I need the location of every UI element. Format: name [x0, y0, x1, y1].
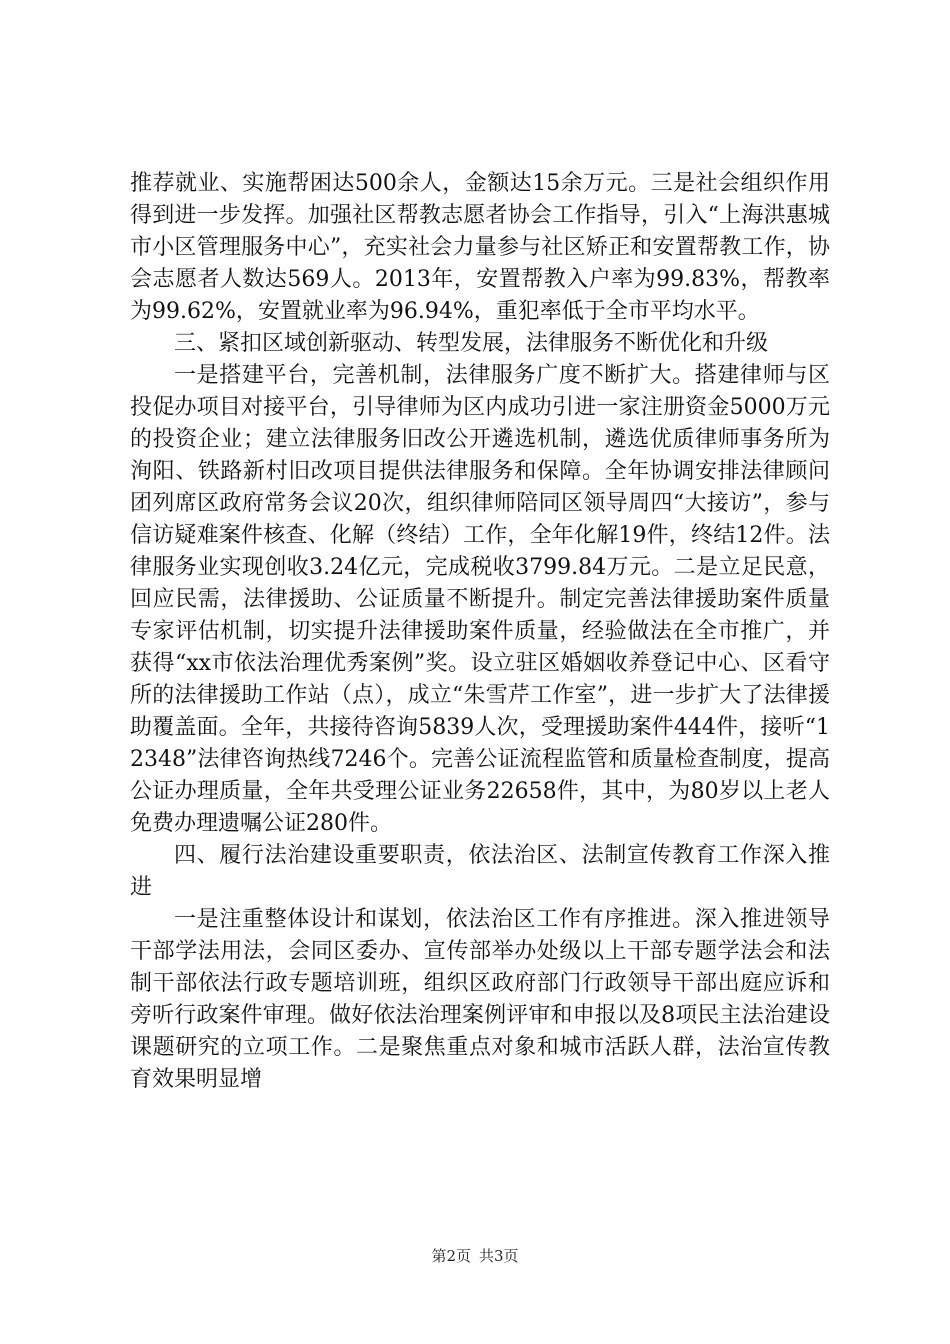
section-heading-4: 四、履行法治建设重要职责，依法治区、法制宣传教育工作深入推进 — [130, 843, 830, 900]
page-total: 共3页 — [479, 1247, 519, 1265]
paragraph-1: 推荐就业、实施帮困达500余人，金额达15余万元。三是社会组织作用得到进一步发挥。加强社区帮教志愿者协会工作指导，引入“上海洪惠城市小区管理服务中心”，充实社会力量参与社区矫正和安置帮教工作，协会志愿者人数达569人。2013年，安置帮教入户率为99.83%，帮教率为99.62%，安置就业率为96.94%，重犯率低于全市平均水平。 — [130, 171, 830, 324]
paragraph-2: 一是搭建平台，完善机制，法律服务广度不断扩大。搭建律师与区投促办项目对接平台，引导律师为区内成功引进一家注册资金5000万元的投资企业；建立法律服务旧改公开遴选机制，遴选优质律师事务所为洵阳、铁路新村旧改项目提供法律服务和保障。全年协调安排法律顾问团列席区政府常务会议20次，组织律师陪同区领导周四“大接访”，参与信访疑难案件核查、化解（终结）工作，全年化解19件，终结12件。法律服务业实现创收3.24亿元，完成税收3799.84万元。二是立足民意，回应民需，法律援助、公证质量不断提升。制定完善法律援助案件质量专家评估机制，切实提升法律援助案件质量，经验做法在全市推广，并获得“xx市依法治理优秀案例”奖。设立驻区婚姻收养登记中心、区看守所的法律援助工作站（点），成立“朱雪芹工作室”，进一步扩大了法律援助覆盖面。全年，共接待咨询5839人次，受理援助案件444件，接听“12348”法律咨询热线7246个。完善公证流程监管和质量检查制度，提高公证办理质量，全年共受理公证业务22658件，其中，为80岁以上老人免费办理遗嘱公证280件。 — [130, 363, 830, 836]
page-footer — [0, 1245, 950, 1266]
page-number: 第2页 — [431, 1247, 471, 1265]
document-body — [130, 168, 830, 1096]
paragraph-3: 一是注重整体设计和谋划，依法治区工作有序推进。深入推进领导干部学法用法，会同区委办、宣传部举办处级以上干部专题学法会和法制干部依法行政专题培训班，组织区政府部门行政领导干部出庭应诉和旁听行政案件审理。做好依法治理案例评审和申报以及8项民主法治建设课题研究的立项工作。二是聚焦重点对象和城市活跃人群，法治宣传教育效果明显增 — [130, 907, 830, 1092]
section-heading-3: 三、紧扣区域创新驱动、转型发展，法律服务不断优化和升级 — [174, 331, 769, 356]
